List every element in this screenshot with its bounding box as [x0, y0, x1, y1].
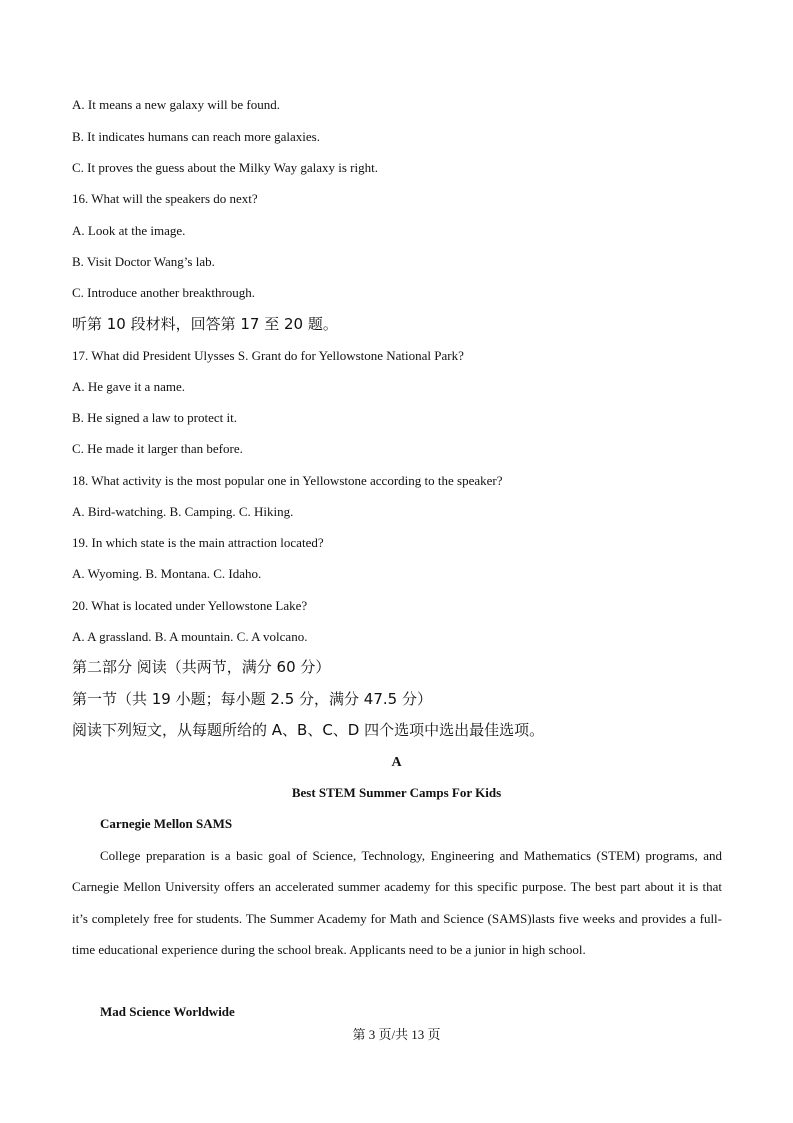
- option-16c: C. Introduce another breakthrough.: [72, 285, 256, 300]
- part-2-heading: 第二部分 阅读（共两节，满分 60 分）: [72, 658, 331, 676]
- question-19: 19. In which state is the main attraction located?: [72, 535, 324, 550]
- options-18: A. Bird-watching. B. Camping. C. Hiking.: [72, 504, 294, 519]
- line-15b: B. It indicates humans can reach more galaxies.: [72, 129, 320, 144]
- options-19: A. Wyoming. B. Montana. C. Idaho.: [72, 566, 262, 581]
- section-10-instruction: 听第 10 段材料，回答第 17 至 20 题。: [72, 315, 338, 333]
- options-20: A. A grassland. B. A mountain. C. A volcano.: [72, 629, 308, 644]
- option-16b: B. Visit Doctor Wang’s lab.: [72, 254, 215, 269]
- camp-2-name: Mad Science Worldwide: [100, 1004, 235, 1019]
- passage-title: Best STEM Summer Camps For Kids: [291, 785, 502, 800]
- line-15c: C. It proves the guess about the Milky Way galaxy is right.: [72, 160, 378, 175]
- option-17c: C. He made it larger than before.: [72, 441, 243, 456]
- page-number: 第 3 页/共 13 页: [352, 1027, 441, 1042]
- option-17b: B. He signed a law to protect it.: [72, 410, 237, 425]
- question-17: 17. What did President Ulysses S. Grant do for Yellowstone National Park?: [72, 348, 464, 363]
- option-17a: A. He gave it a name.: [72, 379, 185, 394]
- reading-instruction: 阅读下列短文，从每题所给的 A、B、C、D 四个选项中选出最佳选项。: [72, 721, 545, 739]
- line-15a: A. It means a new galaxy will be found.: [72, 97, 280, 112]
- question-20: 20. What is located under Yellowstone Lake?: [72, 598, 308, 613]
- passage-label: A: [391, 755, 402, 770]
- section-1-heading: 第一节（共 19 小题；每小题 2.5 分，满分 47.5 分）: [72, 690, 432, 708]
- question-16: 16. What will the speakers do next?: [72, 191, 258, 206]
- camp-1-name: Carnegie Mellon SAMS: [100, 816, 233, 831]
- option-16a: A. Look at the image.: [72, 223, 186, 238]
- question-18: 18. What activity is the most popular one in Yellowstone according to the speaker?: [72, 473, 503, 488]
- camp-1-description: College preparation is a basic goal of Science, Technology, Engineering and Mathematics (STEM) programs, and Carnegie Mellon University offers an accelerated summer academy for this specific purpose. The best part about it is that it’s completely free for students. The Summer Academy for Math and Science (SAMS)lasts five weeks and provides a full-time educational experience during the school break. Applicants need to be a junior in high school.: [72, 848, 722, 957]
